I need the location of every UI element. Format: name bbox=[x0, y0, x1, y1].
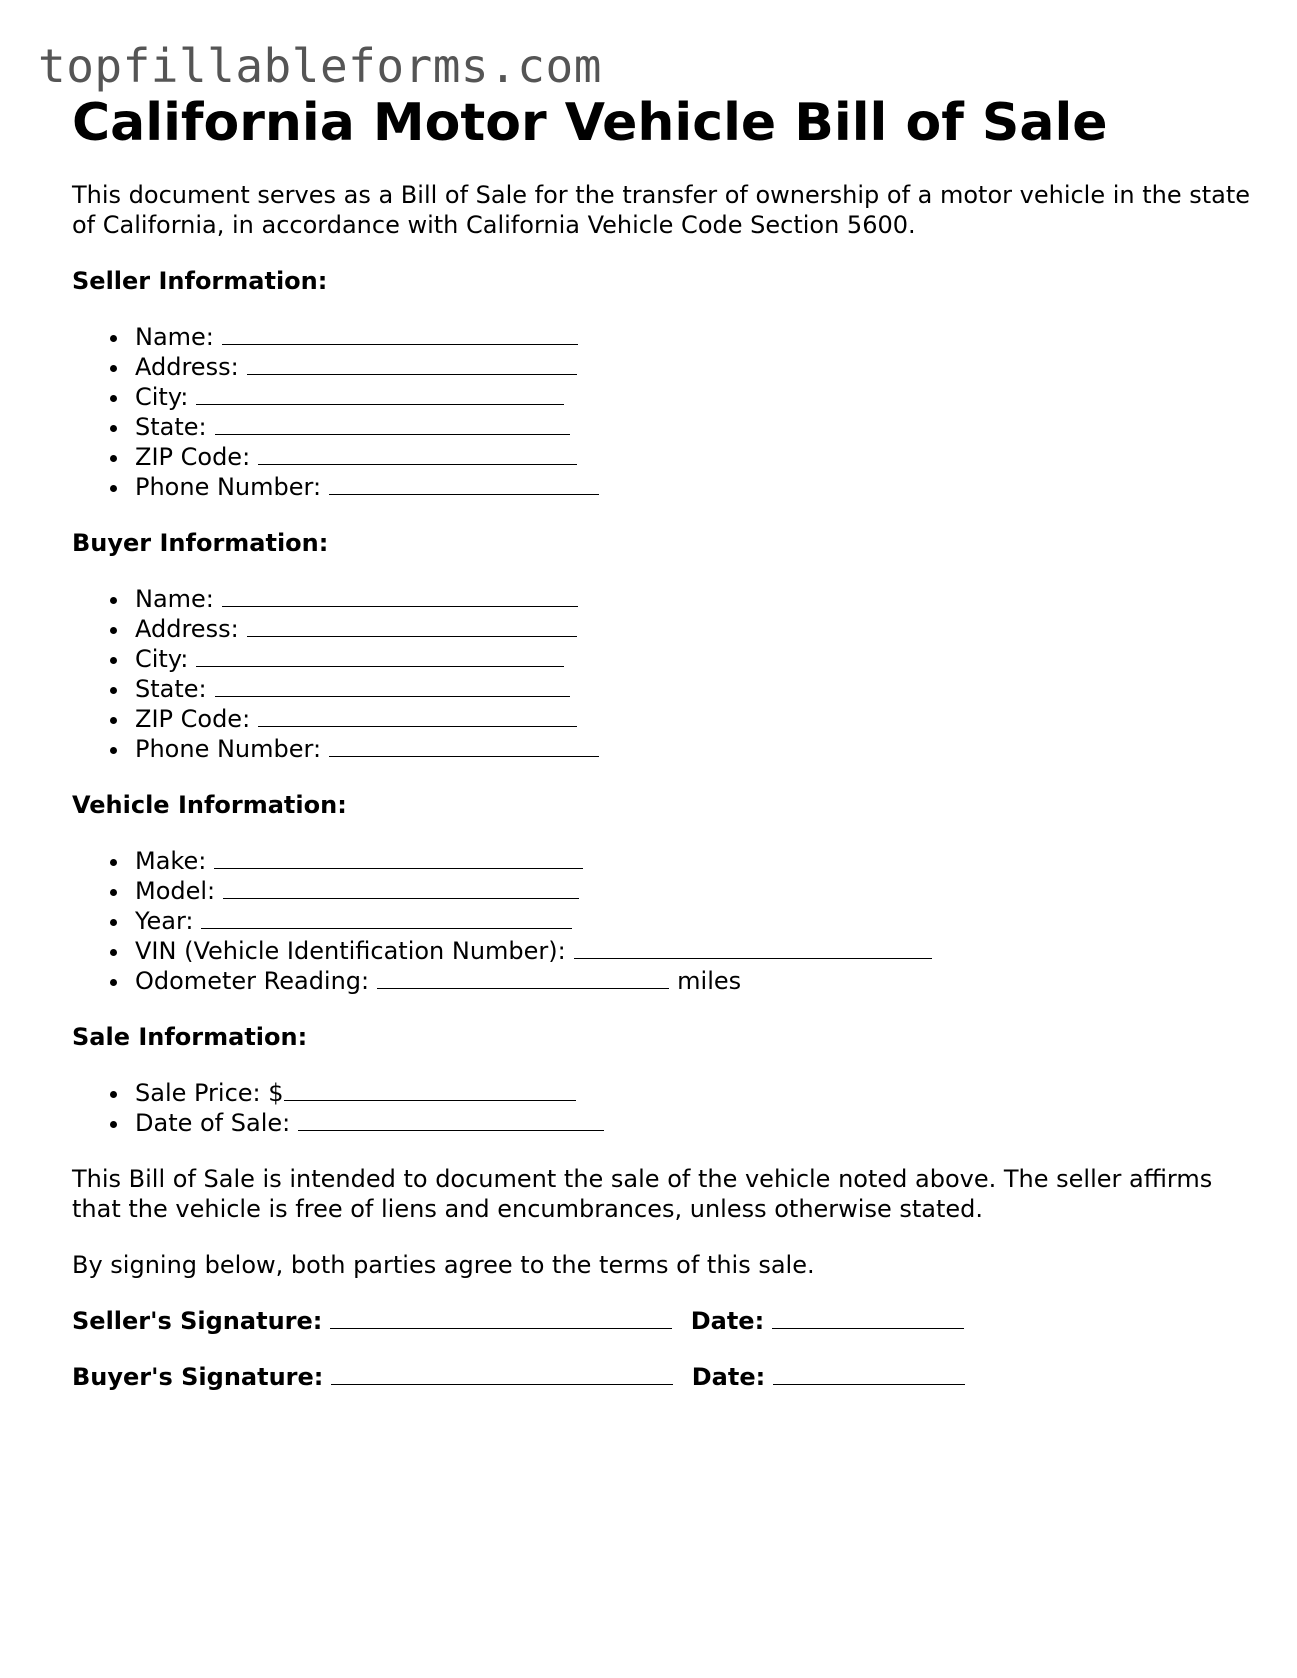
vehicle-odometer-item bbox=[72, 966, 1252, 996]
field-label: City: bbox=[135, 645, 189, 673]
field-label: Address: bbox=[135, 615, 239, 643]
seller-city-blank[interactable] bbox=[196, 382, 564, 405]
field-label: Date of Sale: bbox=[135, 1109, 291, 1137]
field-label: Sale Price: $ bbox=[135, 1079, 284, 1107]
intro-paragraph: This document serves as a Bill of Sale for the transfer of ownership of a motor vehicle in the state of California, in accordance with California Vehicle Code Section 5600. bbox=[72, 181, 1251, 239]
buyer-city-item bbox=[72, 644, 1252, 674]
vehicle-year-blank[interactable] bbox=[201, 906, 572, 929]
buyer-name-blank[interactable] bbox=[222, 584, 578, 607]
buyer-name-item bbox=[72, 584, 1252, 614]
field-label: State: bbox=[135, 675, 207, 703]
sale-fields bbox=[72, 1078, 1252, 1138]
field-label: VIN (Vehicle Identification Number): bbox=[135, 937, 566, 965]
buyer-signature-line bbox=[72, 1362, 1252, 1392]
vehicle-model-item bbox=[72, 876, 1252, 906]
seller-signature-label: Seller's Signature: bbox=[72, 1307, 323, 1335]
sale-heading: Sale Information: bbox=[72, 1023, 308, 1051]
agreement-paragraph: By signing below, both parties agree to the terms of this sale. bbox=[72, 1251, 815, 1279]
vehicle-make-blank[interactable] bbox=[214, 846, 583, 869]
sale-price-blank[interactable] bbox=[284, 1078, 576, 1101]
field-label: ZIP Code: bbox=[135, 705, 251, 733]
seller-phone-item bbox=[72, 472, 1252, 502]
seller-heading: Seller Information: bbox=[72, 267, 328, 295]
seller-city-item bbox=[72, 382, 1252, 412]
buyer-state-item bbox=[72, 674, 1252, 704]
buyer-phone-item bbox=[72, 734, 1252, 764]
vehicle-make-item bbox=[72, 846, 1252, 876]
field-label: ZIP Code: bbox=[135, 443, 251, 471]
field-label: Phone Number: bbox=[135, 735, 322, 763]
vehicle-heading: Vehicle Information: bbox=[72, 791, 347, 819]
seller-phone-blank[interactable] bbox=[329, 472, 599, 495]
buyer-signature-blank[interactable] bbox=[331, 1362, 673, 1385]
buyer-phone-blank[interactable] bbox=[329, 734, 599, 757]
field-label: Year: bbox=[135, 907, 194, 935]
field-label: State: bbox=[135, 413, 207, 441]
seller-signature-line bbox=[72, 1306, 1252, 1336]
field-label: Address: bbox=[135, 353, 239, 381]
seller-state-blank[interactable] bbox=[215, 412, 570, 435]
field-label: Make: bbox=[135, 847, 207, 875]
buyer-city-blank[interactable] bbox=[196, 644, 564, 667]
sale-price-item bbox=[72, 1078, 1252, 1108]
seller-address-item bbox=[72, 352, 1252, 382]
seller-name-blank[interactable] bbox=[222, 322, 578, 345]
vehicle-fields bbox=[72, 846, 1252, 996]
buyer-signature-label: Buyer's Signature: bbox=[72, 1363, 324, 1391]
buyer-state-blank[interactable] bbox=[215, 674, 570, 697]
seller-date-label: Date: bbox=[690, 1307, 765, 1335]
seller-signature-blank[interactable] bbox=[330, 1306, 672, 1329]
seller-date-blank[interactable] bbox=[772, 1306, 964, 1329]
seller-state-item bbox=[72, 412, 1252, 442]
vehicle-vin-item bbox=[72, 936, 1252, 966]
buyer-date-label: Date: bbox=[691, 1363, 766, 1391]
buyer-date-blank[interactable] bbox=[773, 1362, 965, 1385]
seller-name-item bbox=[72, 322, 1252, 352]
vehicle-year-item bbox=[72, 906, 1252, 936]
buyer-fields bbox=[72, 584, 1252, 764]
sale-date-blank[interactable] bbox=[298, 1108, 604, 1131]
buyer-zip-item bbox=[72, 704, 1252, 734]
statement-paragraph: This Bill of Sale is intended to document the sale of the vehicle noted above. The seller affirms that the vehicle is free of liens and encumbrances, unless otherwise stated. bbox=[72, 1165, 1213, 1223]
vehicle-vin-blank[interactable] bbox=[574, 936, 932, 959]
seller-fields bbox=[72, 322, 1252, 502]
seller-address-blank[interactable] bbox=[247, 352, 577, 375]
vehicle-odometer-blank[interactable] bbox=[377, 966, 669, 989]
field-label: Name: bbox=[135, 585, 214, 613]
odometer-unit: miles bbox=[677, 967, 742, 995]
buyer-heading: Buyer Information: bbox=[72, 529, 329, 557]
field-label: Name: bbox=[135, 323, 214, 351]
field-label: Phone Number: bbox=[135, 473, 322, 501]
watermark-text: topfillableforms.com bbox=[38, 39, 602, 93]
buyer-zip-blank[interactable] bbox=[258, 704, 577, 727]
buyer-address-blank[interactable] bbox=[247, 614, 577, 637]
field-label: Model: bbox=[135, 877, 216, 905]
field-label: City: bbox=[135, 383, 189, 411]
seller-zip-item bbox=[72, 442, 1252, 472]
seller-zip-blank[interactable] bbox=[258, 442, 577, 465]
vehicle-model-blank[interactable] bbox=[223, 876, 579, 899]
document-body bbox=[72, 92, 1252, 1392]
page-title: California Motor Vehicle Bill of Sale bbox=[72, 93, 1108, 153]
buyer-address-item bbox=[72, 614, 1252, 644]
sale-date-item bbox=[72, 1108, 1252, 1138]
field-label: Odometer Reading: bbox=[135, 967, 370, 995]
